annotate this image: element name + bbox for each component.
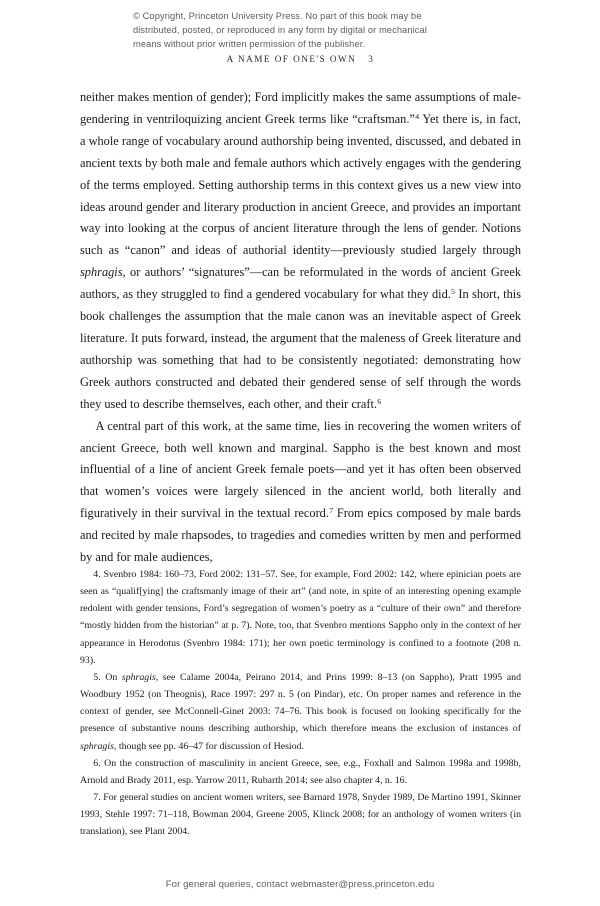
footnote-item [80, 789, 521, 840]
text-run: 5. On [93, 671, 122, 683]
copyright-line: means without prior written permission of the publisher. [133, 39, 366, 50]
text-run: In short, this book challenges the assumption that the male canon was an inevitable aspect of Greek literature. It puts forward, instead, the argument that the maleness of Greek literature and authorship was something that had to be consistently negotiated: demonstrating how Greek authors constructed and debated their gendered sense of self through the words they used to describe themselves, each other, and their craft. [80, 287, 521, 411]
footnote-item [80, 669, 521, 755]
body-paragraph [80, 87, 521, 416]
italic-term: sphragis [121, 671, 156, 683]
footnote-item [80, 755, 521, 789]
running-head [0, 54, 600, 64]
text-run: From epics composed by male bards and recited by male rhapsodes, to tragedies and comedies written by men and performed by and for male audiences, [80, 506, 521, 565]
text-run: , see Calame 2004a, Peirano 2014, and Prins 1999: 8–13 (on Sappho), Pratt 1995 and Woodbury 1952 (on Theognis), Race 1997: 297 n. 5 (on Pindar), etc. On proper names and reference in the context of gender, see McConnell-Ginet 2003: 74–76. This book is focused on looking specifically for the presence of substantive nouns describing authorship, which therefore means the exclusion of instances of [80, 671, 522, 735]
copyright-notice [133, 9, 478, 52]
text-run: 6. On the construction of masculinity in ancient Greece, see, e.g., Foxhall and Salmon 1998a and 1998b, Arnold and Brady 2011, esp. Yarrow 2011, Rubarth 2014; see also chapter 4, n. 16. [80, 757, 521, 786]
text-run: Yet there is, in fact, a whole range of vocabulary around authorship being invented, discussed, and debated in ancient texts by both male and female authors which actively engages with the gendering of the terms employed. Setting authorship terms in this context gives us a new view into ideas around gender and literary production in ancient Greece, and provides an important way into looking at the corpus of ancient literature through the lens of gender. Notions such as “canon” and ideas of authorial identity—previously studied largely through [80, 111, 521, 258]
body-text-column [80, 87, 521, 569]
text-run: 7. For general studies on ancient women writers, see Barnard 1978, Snyder 1989, De Martino 1991, Skinner 1993, Stehle 1997: 71–118, Bowman 2004, Greene 2005, Klinck 2008; for an anthology of women writers (in translation), see Plant 2004. [80, 792, 521, 838]
footnote-marker: 4 [415, 111, 420, 121]
footnote-marker: 6 [377, 396, 382, 406]
copyright-line: distributed, posted, or reproduced in any form by digital or mechanical [133, 25, 427, 36]
body-paragraph [80, 416, 521, 569]
page-number: 3 [368, 54, 374, 64]
text-run: A central part of this work, at the same time, lies in recovering the women writers of ancient Greece, both well known and marginal. Sappho is the best known and most influential of a line of ancient Greek female poets—and yet it has often been observed that women’s voices were largely silenced in the ancient world, both literally and figuratively in their survival in the textual record. [80, 418, 521, 521]
text-run: neither makes mention of gender); Ford implicitly makes the same assumptions of male-gendering in ventriloquizing ancient Greek terms like “craftsman.” [80, 90, 521, 126]
footnote-item [80, 566, 521, 669]
footnote-section [80, 566, 521, 841]
copyright-line: © Copyright, Princeton University Press. No part of this book may be [133, 11, 422, 21]
footnote-marker: 5 [451, 287, 455, 297]
running-head-title: A NAME OF ONE'S OWN [226, 54, 357, 64]
italic-term: sphragis [80, 740, 114, 752]
text-run: , though see pp. 46–47 for discussion of Hesiod. [113, 740, 304, 752]
footnote-marker: 7 [329, 506, 334, 516]
text-run: 4. Svenbro 1984: 160–73, Ford 2002: 131–57. See, for example, Ford 2002: 142, where epinician poets are seen as “qualif[ying] the craftsmanly image of their art” (and note, in spite of an interesting opening example redolent with gender tensions, Ford’s segregation of women’s poetry as a “culture of their own” and therefore “mostly hidden from the historian” at p. 7). Note, too, that Svenbro mentions Sappho only in the context of her appearance in Herodotus (Svenbro 1984: 171); her own poetic terminology is confined to a footnote (208 n. 93). [80, 569, 521, 666]
text-run: , or authors’ “signatures”—can be reformulated in the words of ancient Greek authors, as they struggled to find a gendered vocabulary for what they did. [80, 265, 521, 302]
footer-notice: For general queries, contact webmaster@press.princeton.edu [165, 879, 435, 890]
italic-term: sphragis [80, 265, 123, 280]
